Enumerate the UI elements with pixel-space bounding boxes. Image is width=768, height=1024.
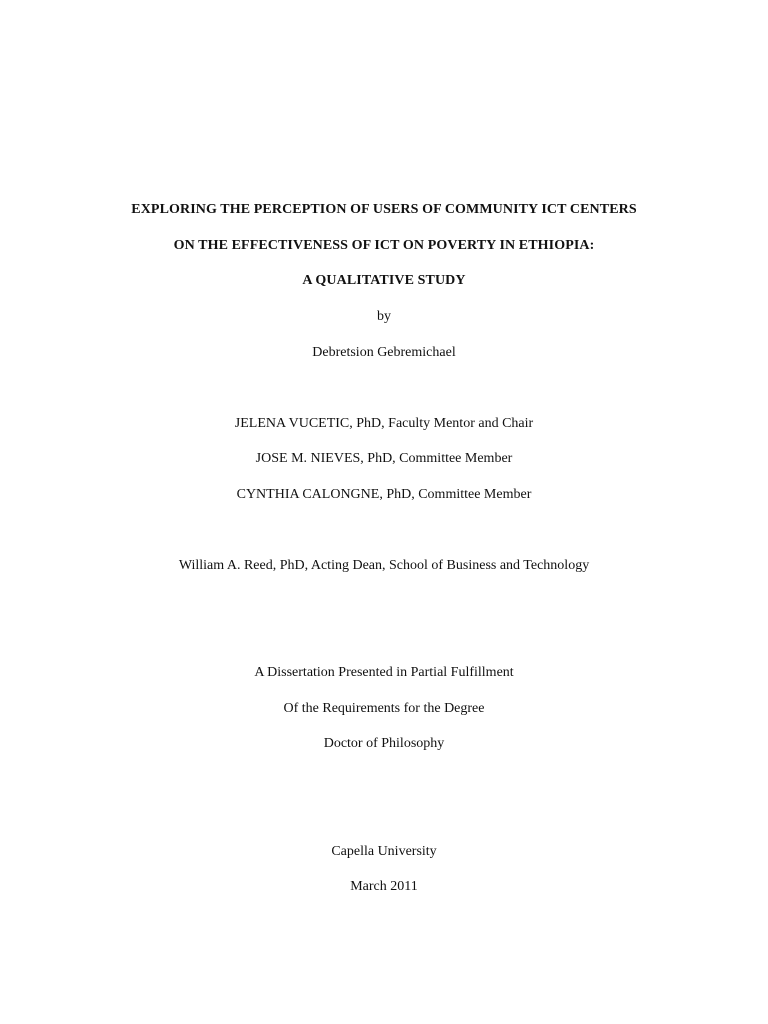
- title-line-2: ON THE EFFECTIVENESS OF ICT ON POVERTY IN ETHIOPIA:: [173, 238, 595, 253]
- dissertation-line-2: Of the Requirements for the Degree: [283, 701, 485, 716]
- acting-dean: William A. Reed, PhD, Acting Dean, School of Business and Technology: [178, 558, 590, 573]
- committee-member-1: JOSE M. NIEVES, PhD, Committee Member: [255, 451, 513, 466]
- university-name: Capella University: [331, 844, 437, 859]
- by-label: by: [377, 309, 391, 324]
- author-name: Debretsion Gebremichael: [312, 345, 456, 360]
- committee-chair: JELENA VUCETIC, PhD, Faculty Mentor and Chair: [234, 416, 534, 431]
- title-line-1: EXPLORING THE PERCEPTION OF USERS OF COMMUNITY ICT CENTERS: [131, 202, 637, 217]
- committee-member-2: CYNTHIA CALONGNE, PhD, Committee Member: [236, 487, 532, 502]
- degree-name: Doctor of Philosophy: [323, 736, 445, 751]
- dissertation-line-1: A Dissertation Presented in Partial Fulfillment: [254, 665, 514, 680]
- publication-date: March 2011: [350, 879, 418, 894]
- title-line-3: A QUALITATIVE STUDY: [302, 273, 466, 288]
